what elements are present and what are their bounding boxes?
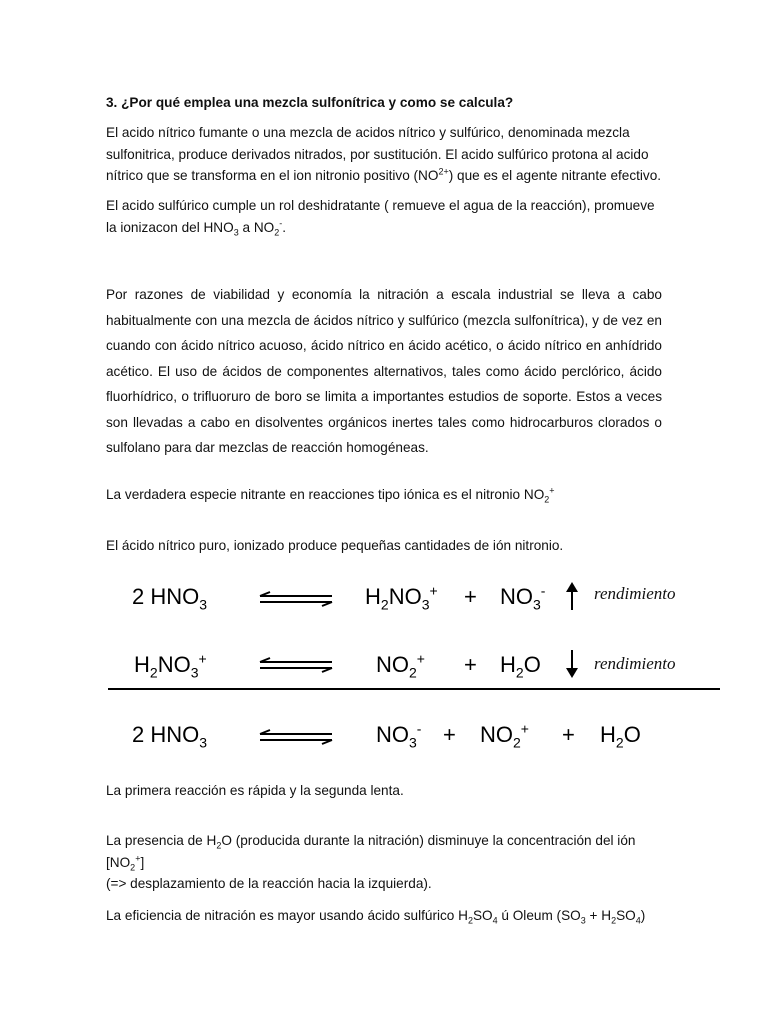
- paragraph-especie-nitrante: La verdadera especie nitrante en reacciones tipo iónica es el nitronio $NO_2^+$: [106, 485, 555, 505]
- arrow-down-icon: [566, 650, 578, 678]
- equilibrium-arrow-icon: [258, 658, 336, 672]
- r3-plus-1: +: [443, 722, 456, 747]
- paragraph-presencia-agua: La presencia de $H_2O$ (producida durante la nitración) disminuye la concentración del ión $[NO_2^+]$ (=> desplazamiento de la reacción hacia la izquierda).: [106, 833, 636, 891]
- arrow-up-icon: [566, 582, 578, 610]
- r1-plus: +: [464, 584, 477, 609]
- r2-product-water: $H_2O$: [500, 652, 541, 681]
- paragraph-rol-deshidratante: El acido sulfúrico cumple un rol deshidratante ( remueve el agua de la reacción), promueve la ionizacon del $HNO_3$ a $NO_2^-$.: [106, 198, 655, 238]
- r3-product-water: $H_2O$: [600, 722, 641, 751]
- r2-yield-label: rendimiento: [594, 654, 676, 673]
- r3-plus-2: +: [562, 722, 575, 747]
- paragraph-eficiencia-nitracion: La eficiencia de nitración es mayor usando ácido sulfúrico $H_2SO_4$ ú Oleum $(SO_3 + H_2SO_4)$: [106, 908, 646, 926]
- reaction-scheme: [100, 570, 730, 770]
- r1-product-h2no3plus: $H_2NO_3^+$: [365, 582, 438, 613]
- r3-product-no2plus: $NO_2^+$: [480, 720, 529, 751]
- equilibrium-arrow-icon: [258, 592, 336, 606]
- r2-product-no2plus: $NO_2^+$: [376, 650, 425, 681]
- paragraph-acido-nitrico-puro: El ácido nítrico puro, ionizado produce pequeñas cantidades de ión nitronio.: [106, 538, 564, 553]
- r3-product-no3minus: $NO_3^-$: [376, 720, 422, 751]
- r1-product-no3minus: $NO_3^-$: [500, 582, 546, 613]
- equilibrium-arrow-icon: [258, 730, 336, 744]
- r3-reactant: 2 $HNO_3$: [132, 722, 208, 751]
- r1-yield-label: rendimiento: [594, 584, 676, 603]
- paragraph-mezcla-sulfonitrica: El acido nítrico fumante o una mezcla de acidos nítrico y sulfúrico, denominada mezcla sulfonitrica, produce derivados nitrados, por sustitución. El acido sulfúrico protona al acido nítrico que se transforma en el ion nitronio positivo $(NO^{2+})$ que es el agente nitrante efectivo.: [106, 125, 662, 183]
- r2-reactant: $H_2NO_3^+$: [134, 650, 207, 681]
- r2-plus: +: [464, 652, 477, 677]
- section-heading: 3. ¿Por qué emplea una mezcla sulfonítrica y como se calcula?: [106, 95, 514, 110]
- paragraph-escala-industrial: Por razones de viabilidad y economía la nitración a escala industrial se lleva a cabo habitualmente con una mezcla de ácidos nítrico y sulfúrico (mezcla sulfonítrica), y de vez en cuando con ácido nítrico acuoso, ácido nítrico en ácido acético, o ácido nítrico en anhídrido acético. El uso de ácidos de componentes alternativos, tales como ácido perclórico, ácido fluorhídrico, o trifluoruro de boro se limita a importantes estudios de soporte. Estos a veces son llevadas a cabo en disolventes orgánicos inertes tales como hidrocarburos clorados o sulfolano para dar mezclas de reacción homogéneas.: [106, 287, 662, 455]
- reaction-sum-divider: [108, 688, 720, 690]
- paragraph-velocidad-reacciones: La primera reacción es rápida y la segunda lenta.: [106, 783, 404, 798]
- r1-reactant: 2 $HNO_3$: [132, 584, 208, 613]
